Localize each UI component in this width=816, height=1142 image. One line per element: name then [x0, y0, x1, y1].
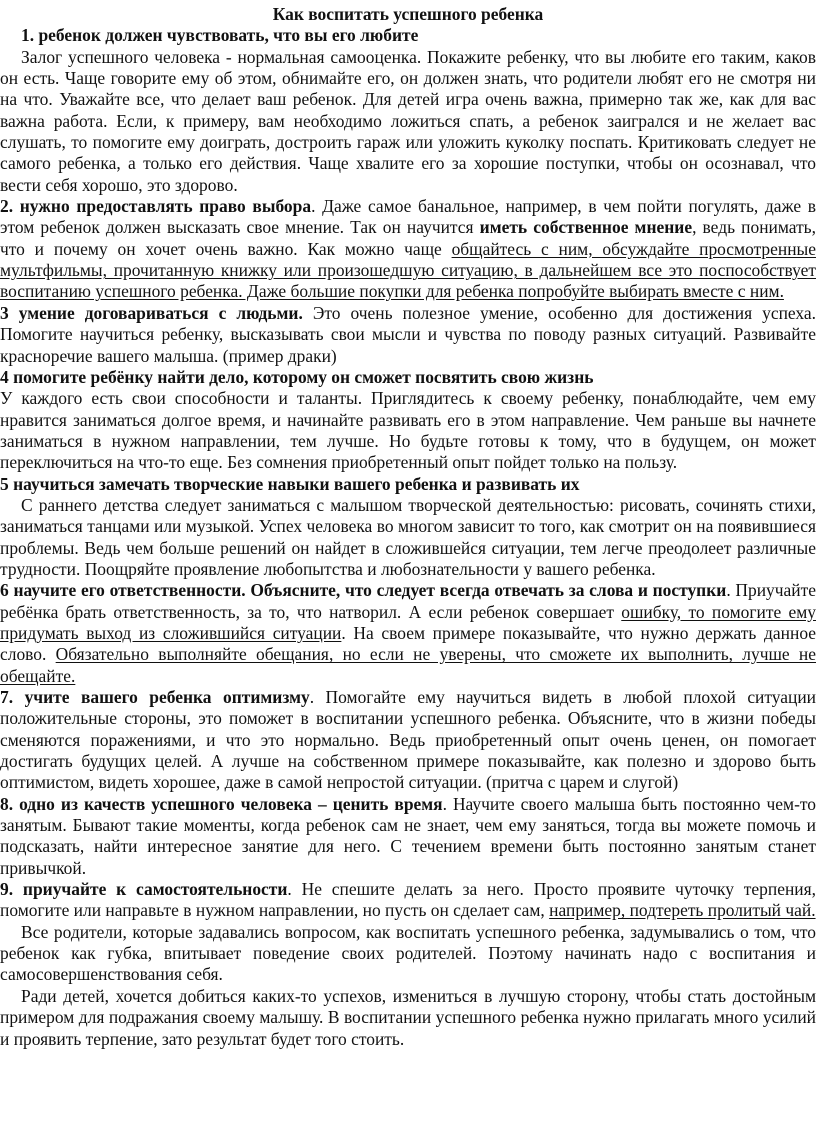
- section-6-heading: 6 научите его ответственности. Объясните, что следует всегда отвечать за слова и поступки: [0, 580, 727, 601]
- section-2-bold-phrase: иметь собственное мнение: [479, 217, 693, 238]
- closing-paragraph-1: Все родители, которые задавались вопросом, как воспитать успешного ребенка, задумывались о том, что ребенок как губка, впитывает поведение своих родителей. Поэтому начинать надо с воспитания и самосовершенствования себя.: [0, 921, 816, 985]
- section-8-heading: 8. одно из качеств успешного человека – ценить время: [0, 793, 443, 814]
- section-6-underlined-1: ошибку, то помогите ему придумать выход из сложившийся ситуации: [0, 601, 816, 643]
- section-7-text: . Помогайте ему научиться видеть в любой плохой ситуации положительные стороны, это поможет в воспитании успешного ребенка. Объясните, что в жизни победы сменяются поражениями, и что это нормально. Ведь приобретенный опыт очень ценен, он помогает достигать будущих целей. А лучше на собственном примере показывайте, как полезно и здорово быть оптимистом, видеть хорошее, даже в самой непростой ситуации. (притча с царем и слугой): [0, 687, 816, 793]
- section-4-heading-text: 4 помогите ребёнку найти дело, которому он сможет посвятить свою жизнь: [0, 366, 594, 387]
- section-6-dot: .: [726, 580, 731, 601]
- section-1-heading-text: 1. ребенок должен чувствовать, что вы его любите: [21, 25, 419, 46]
- section-1-paragraph: Залог успешного человека - нормальная самооценка. Покажите ребенку, что вы любите его таким, каков он есть. Чаще говорите ему об этом, обнимайте его, он должен знать, что родители любят его не смотря ни на что. Уважайте все, что делает ваш ребенок. Для детей игра очень важна, примерно так же, как для вас важна работа. Если, к примеру, вам необходимо ложиться спать, а ребенок заигрался и не желает вас слушать, то помогите ему доиграть, достроить гараж или уложить куколку поспать. Критиковать следует не самого ребенка, а только его действия. Чаще хвалите его за хорошие поступки, чтобы он осознавал, что вести себя хорошо, это здорово.: [0, 46, 816, 195]
- section-7-paragraph: [0, 687, 816, 794]
- section-8-paragraph: [0, 794, 816, 879]
- section-7-heading: 7. учите вашего ребенка оптимизму: [0, 687, 310, 707]
- section-2-paragraph: [0, 196, 816, 303]
- section-2-heading: 2. нужно предоставлять право выбора: [0, 196, 312, 217]
- section-6-text-1: Приучайте ребёнка брать ответственность, за то, что натворил. А если ребенок совершает: [0, 580, 816, 622]
- section-5-heading-text: 5 научиться замечать творческие навыки вашего ребенка и развивать их: [0, 473, 580, 494]
- section-4-heading: [0, 367, 816, 388]
- section-9-paragraph: [0, 879, 816, 922]
- section-2-text-1: . Даже самое банальное, например, в чем пойти погулять, даже в этом ребенок должен высказать свое мнение. Так он научится: [0, 196, 816, 238]
- section-1-heading: [0, 25, 816, 46]
- section-3-heading: 3 умение договариваться с людьми.: [0, 302, 303, 323]
- section-9-heading: 9. приучайте к самостоятельности: [0, 879, 288, 900]
- section-9-text: . Не спешите делать за него. Просто проявите чуточку терпения, помогите или направьте в нужном направлении, но пусть он сделает сам,: [0, 879, 816, 921]
- section-5-paragraph: С раннего детства следует заниматься с малышом творческой деятельностью: рисовать, сочинять стихи, заниматься танцами или музыкой. Успех человека во многом зависит то того, как смотрит он на появившиеся проблемы. Ведь чем больше решений он найдет в сложившейся ситуации, тем легче преодолеет различные трудности. Поощряйте проявление любопытства и любознательности у вашего ребенка.: [0, 494, 816, 579]
- section-3-paragraph: [0, 303, 816, 367]
- section-8-text: . Научите своего малыша быть постоянно чем-то занятым. Бывают такие моменты, когда ребенок сам не знает, чем ему заняться, тогда вы можете помочь и подсказать, найти интересное занятие для него. С течением времени быть постоянно занятым станет привычкой.: [0, 793, 816, 878]
- section-9-underlined: например, подтереть пролитый чай.: [549, 900, 816, 921]
- section-2-underlined: общайтесь с ним, обсуждайте просмотренные мультфильмы, прочитанную книжку или произошедшую ситуацию, в дальнейшем все это поспособствует воспитанию успешного ребенка. Даже большие покупки для ребенка попробуйте выбирать вместе с ним.: [0, 238, 816, 302]
- section-6-paragraph: [0, 580, 816, 687]
- section-3-text: Это очень полезное умение, особенно для достижения успеха. Помогите научиться ребенку, высказывать свои мысли и чувства по поводу разных ситуаций. Развивайте красноречие вашего малыша. (пример драки): [0, 302, 816, 366]
- section-5-heading: [0, 474, 816, 495]
- section-6-text-2: . На своем примере показывайте, что нужно держать данное слово.: [0, 622, 816, 665]
- section-2-text-2: , ведь понимать, что и почему он хочет очень важно. Как можно чаще: [0, 217, 816, 259]
- section-4-paragraph: У каждого есть свои способности и таланты. Приглядитесь к своему ребенку, понаблюдайте, чем ему нравится заниматься долгое время, и начинайте развивать его в этом направление. Чем раньше вы начнете заниматься в нужном направлении, тем лучше. Но будьте готовы к тому, что в будущем, он может переключиться на что-то еще. Без сомнения приобретенный опыт пойдет только на пользу.: [0, 388, 816, 473]
- closing-paragraph-2: Ради детей, хочется добиться каких-то успехов, измениться в лучшую сторону, чтобы стать достойным примером для подражания своему малышу. В воспитании успешного ребенка нужно прилагать много усилий и проявить терпение, зато результат будет того стоить.: [0, 985, 816, 1049]
- document-title: Как воспитать успешного ребенка: [272, 4, 544, 24]
- section-6-underlined-2: Обязательно выполняйте обещания, но если не уверены, что сможете их выполнить, лучше не обещайте.: [0, 644, 816, 686]
